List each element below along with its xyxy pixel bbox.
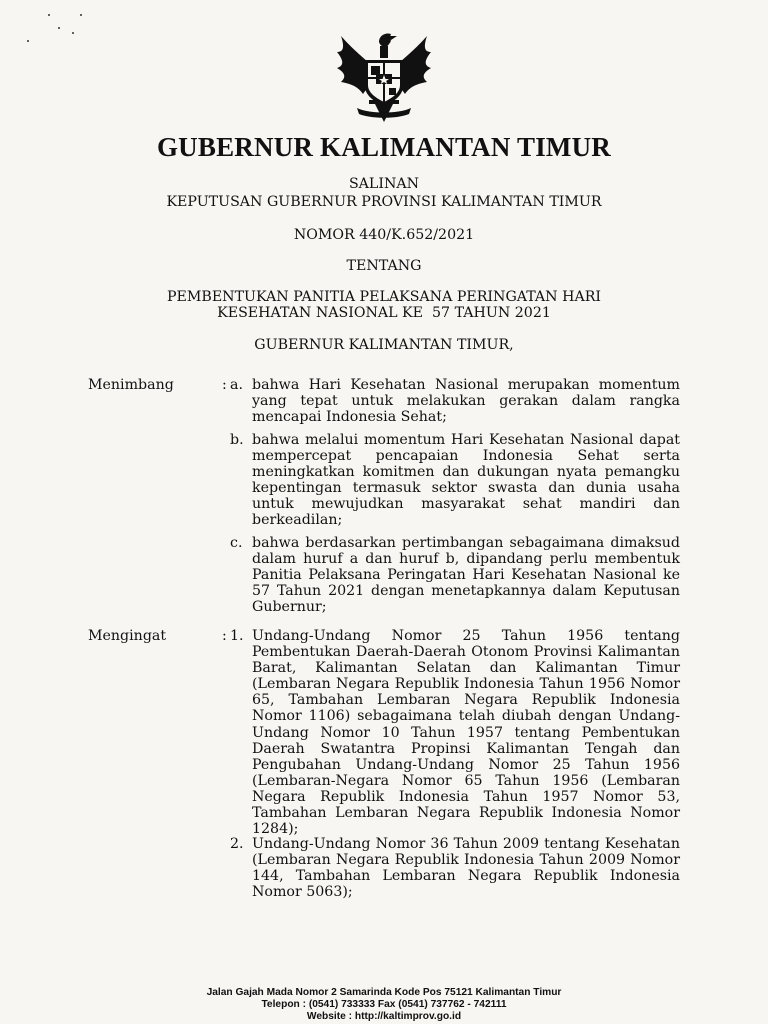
item-text: bahwa Hari Kesehatan Nasional merupakan momentum yang tepat untuk melakukan gerakan dalam rangka mencapai Indonesia Sehat; (252, 377, 680, 426)
item-text: Undang-Undang Nomor 36 Tahun 2009 tentang Kesehatan (Lembaran Negara Republik Indonesia Tahun 2009 Nomor 144, Tambahan Lembaran Negara Republik Indonesia Nomor 5063); (252, 836, 680, 901)
mengingat-colon: : (222, 628, 227, 644)
subject-line-1: PEMBENTUKAN PANITIA PELAKSANA PERINGATAN HARI (166, 289, 602, 305)
menimbang-item-c (230, 535, 680, 615)
item-text: bahwa berdasarkan pertimbangan sebagaimana dimaksud dalam huruf a dan huruf b, dipandang perlu membentuk Panitia Pelaksana Peringatan Hari Kesehatan Nasional ke 57 Tahun 2021 dengan menetapkannya dalam Keputusan Gubernur; (252, 535, 680, 616)
footer-phone: Telepon : (0541) 733333 Fax (0541) 737762 - 742111 (261, 999, 507, 1010)
garuda-emblem-icon (329, 22, 439, 130)
document-title: GUBERNUR KALIMANTAN TIMUR (156, 132, 612, 162)
item-text: Undang-Undang Nomor 25 Tahun 1956 tentang Pembentukan Daerah-Daerah Otonom Provinsi Kalimantan Barat, Kalimantan Selatan dan Kalimantan Timur (Lembaran Negara Republik Indonesia Tahun 1956 Nomor 65, Tambahan Lembaran Negara Republik Indonesia Nomor 1106) sebagaimana telah diubah dengan Undang-Undang Nomor 10 Tahun 1957 tentang Pembentukan Daerah Swatantra Propinsi Kalimantan Tengah dan Pengubahan Undang-Undang Nomor 25 Tahun 1956 (Lembaran-Negara Nomor 65 Tahun 1956 (Lembaran Negara Republik Indonesia Tahun 1957 Nomor 53, Tambahan Lembaran Negara Republik Indonesia Nomor 1284); (252, 628, 680, 838)
mengingat-item-2 (230, 836, 680, 900)
mengingat-label: Mengingat (88, 628, 167, 644)
menimbang-item-b (230, 432, 680, 529)
subject-line-2: KESEHATAN NASIONAL KE 57 TAHUN 2021 (217, 305, 551, 321)
decree-number: NOMOR 440/K.652/2021 (293, 227, 475, 243)
salinan-label: SALINAN (348, 176, 420, 192)
item-marker: 1. (230, 628, 244, 644)
item-marker: 2. (230, 836, 244, 852)
keputusan-heading: KEPUTUSAN GUBERNUR PROVINSI KALIMANTAN TIMUR (166, 194, 602, 210)
tentang-heading: TENTANG (346, 258, 422, 274)
item-marker: a. (230, 377, 243, 393)
footer-website: Website : http://kaltimprov.go.id (306, 1011, 462, 1022)
governor-line: GUBERNUR KALIMANTAN TIMUR, (254, 337, 514, 353)
footer-address: Jalan Gajah Mada Nomor 2 Samarinda Kode Pos 75121 Kalimantan Timur (206, 987, 562, 998)
menimbang-label: Menimbang (88, 377, 174, 393)
menimbang-item-a (230, 377, 680, 425)
item-marker: c. (230, 535, 243, 551)
item-marker: b. (230, 432, 244, 448)
item-text: bahwa melalui momentum Hari Kesehatan Nasional dapat mempercepat pencapaian Indonesia Sehat serta meningkatkan komitmen dan dukungan nyata pemangku kepentingan termasuk sektor swasta dan dunia usaha untuk mewujudkan masyarakat sehat mandiri dan berkeadilan; (252, 432, 680, 529)
menimbang-colon: : (222, 377, 227, 393)
mengingat-item-1 (230, 628, 680, 837)
